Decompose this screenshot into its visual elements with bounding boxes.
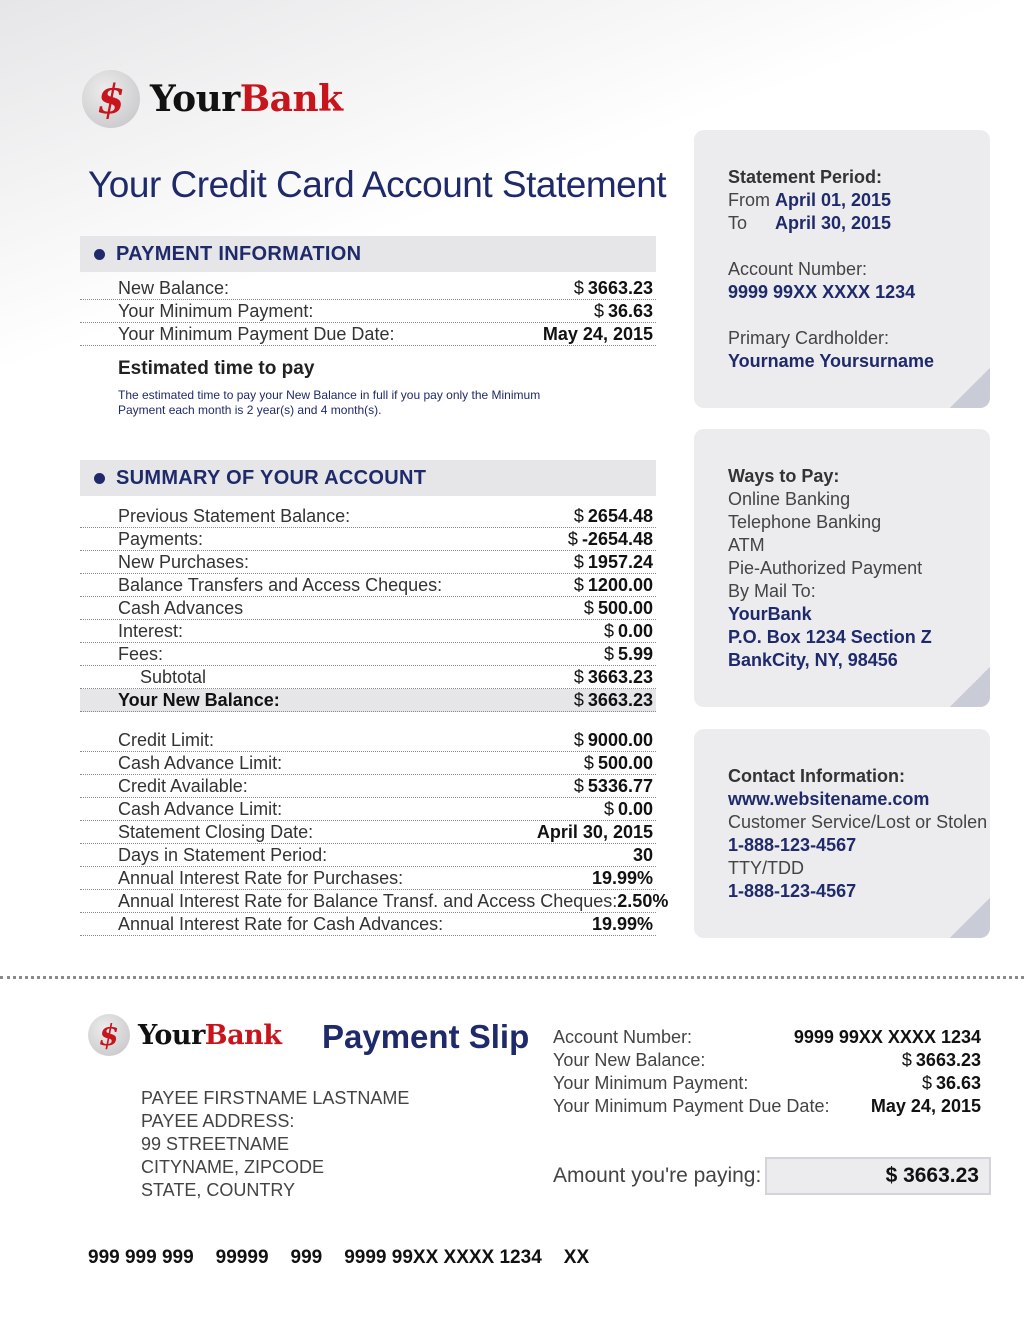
bank-name: YourBank <box>150 78 343 120</box>
summary-table <box>80 505 656 712</box>
table-row: Credit Available: $ 5336.77 <box>80 775 656 798</box>
table-row: Fees: $ 5.99 <box>80 643 656 666</box>
account-number: 9999 99XX XXXX 1234 <box>728 282 916 302</box>
payee-address: PAYEE FIRSTNAME LASTNAME PAYEE ADDRESS: 99 STREETNAME CITYNAME, ZIPCODE STATE, COUNTRY <box>141 1088 410 1200</box>
table-row: Interest: $ 0.00 <box>80 620 656 643</box>
website-link[interactable]: www.websitename.com <box>728 789 930 809</box>
ways-to-pay-panel: Ways to Pay: Online Banking Telephone Banking ATM Pie-Authorized Payment By Mail To: YourBank P.O. Box 1234 Section Z BankCity, NY, 98456 <box>694 429 990 707</box>
service-phone: 1-888-123-4567 <box>728 835 857 855</box>
table-row: Your Minimum Payment Due Date: May 24, 2015 <box>80 323 656 346</box>
subtotal-row: Subtotal $ 3663.23 <box>80 666 656 689</box>
page-curl-corner <box>950 667 990 707</box>
table-row: Previous Statement Balance: $ 2654.48 <box>80 505 656 528</box>
payment-info-header: PAYMENT INFORMATION <box>80 236 656 272</box>
slip-summary <box>553 1026 981 1118</box>
slip-bank-logo <box>88 1014 281 1056</box>
account-details-table <box>80 729 669 936</box>
bank-name: YourBank <box>138 1019 282 1051</box>
table-row: Annual Interest Rate for Cash Advances: 19.99% <box>80 913 656 936</box>
tty-phone: 1-888-123-4567 <box>728 881 857 901</box>
amount-paying-label: Amount you're paying: <box>553 1164 762 1187</box>
list-item: Your Minimum Payment Due Date: May 24, 2015 <box>553 1096 981 1116</box>
bank-logo <box>82 70 343 128</box>
bullet-icon <box>94 249 105 260</box>
table-row: Days in Statement Period: 30 <box>80 844 656 867</box>
new-balance-row: Your New Balance: $ 3663.23 <box>80 689 656 712</box>
dollar-logo-icon: $ <box>82 70 140 128</box>
page-curl-corner <box>950 898 990 938</box>
table-row: Balance Transfers and Access Cheques: $ 1200.00 <box>80 574 656 597</box>
estimated-time-text: The estimated time to pay your New Balance in full if you pay only the Minimum Payment each month is 2 year(s) and 4 month(s). <box>118 388 541 417</box>
dollar-logo-icon: $ <box>88 1014 130 1056</box>
table-row: Cash Advance Limit: $ 0.00 <box>80 798 656 821</box>
table-row: New Purchases: $ 1957.24 <box>80 551 656 574</box>
page-curl-corner <box>950 368 990 408</box>
cardholder-name: Yourname Yoursurname <box>728 351 935 371</box>
table-row: Cash Advances $ 500.00 <box>80 597 656 620</box>
ocr-line: 999 999 999 99999 999 9999 99XX XXXX 1234 XX <box>88 1247 590 1268</box>
table-row: New Balance: $ 3663.23 <box>80 277 656 300</box>
list-item: Your New Balance: $ 3663.23 <box>553 1050 981 1070</box>
page-title: Your Credit Card Account Statement <box>88 164 667 205</box>
amount-paying-field[interactable]: $ 3663.23 <box>765 1157 991 1195</box>
estimated-time-title: Estimated time to pay <box>118 358 315 379</box>
cut-line-divider <box>0 976 1024 979</box>
table-row: Cash Advance Limit: $ 500.00 <box>80 752 656 775</box>
payment-info-table <box>80 277 656 346</box>
table-row: Payments: $ -2654.48 <box>80 528 656 551</box>
table-row: Annual Interest Rate for Balance Transf. and Access Cheques: 2.50% <box>80 890 656 913</box>
list-item: Your Minimum Payment: $ 36.63 <box>553 1073 981 1093</box>
table-row: Statement Closing Date: April 30, 2015 <box>80 821 656 844</box>
bullet-icon <box>94 473 105 484</box>
contact-panel: Contact Information: www.websitename.com Customer Service/Lost or Stolen 1-888-123-4567 TTY/TDD 1-888-123-4567 <box>694 729 990 938</box>
table-row: Your Minimum Payment: $ 36.63 <box>80 300 656 323</box>
statement-period-panel: Statement Period: From April 01, 2015 To April 30, 2015 Account Number: 9999 99XX XXXX 1234 Primary Cardholder: Yourname Yoursurname <box>694 130 990 408</box>
list-item: Account Number: 9999 99XX XXXX 1234 <box>553 1027 981 1047</box>
summary-header: SUMMARY OF YOUR ACCOUNT <box>80 460 656 496</box>
payment-slip-title: Payment Slip <box>322 1018 530 1055</box>
table-row: Annual Interest Rate for Purchases: 19.99% <box>80 867 656 890</box>
table-row: Credit Limit: $ 9000.00 <box>80 729 656 752</box>
